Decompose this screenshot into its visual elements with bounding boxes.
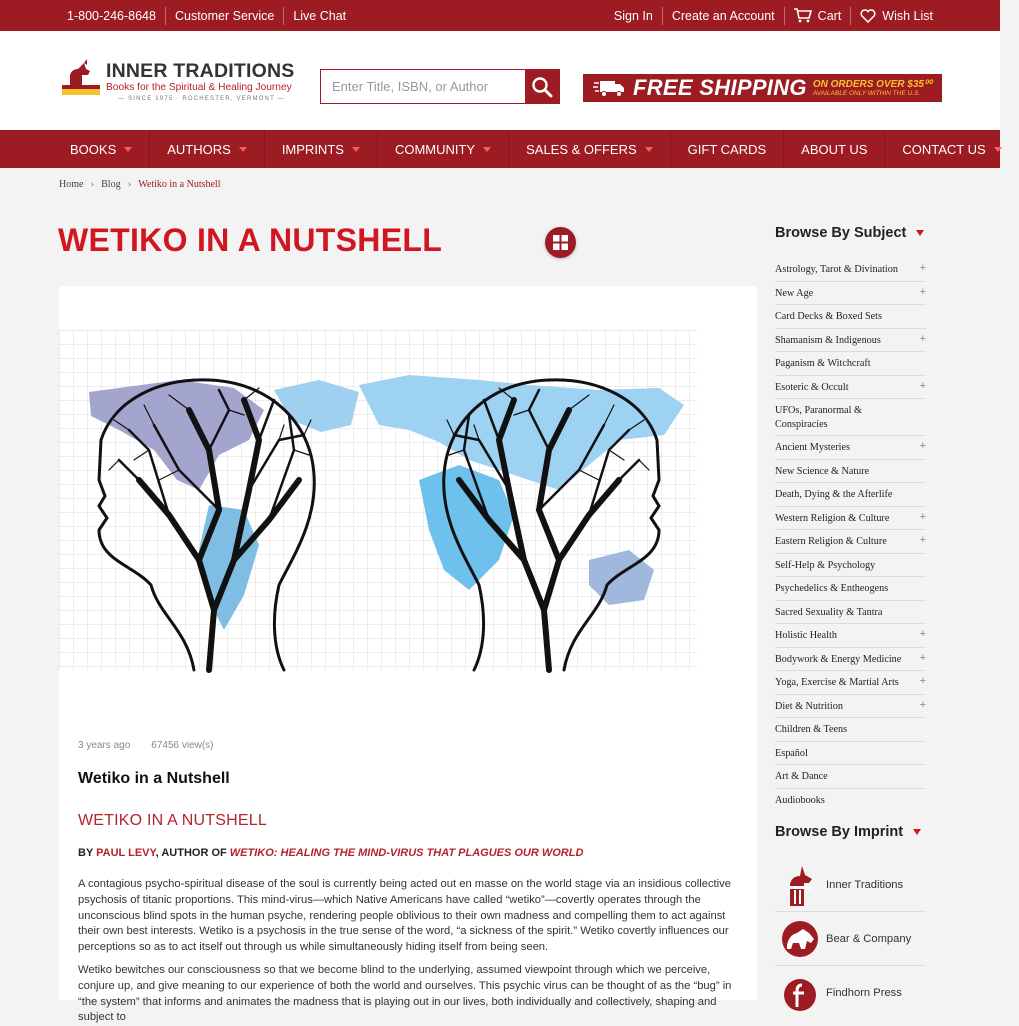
plus-icon[interactable]: + xyxy=(919,285,926,298)
subject-item[interactable] xyxy=(775,577,926,601)
subject-label: Western Religion & Culture xyxy=(775,512,890,524)
byline-prefix: BY xyxy=(78,847,97,859)
site-header xyxy=(0,31,1000,130)
caret-down-icon xyxy=(483,147,491,152)
subject-item[interactable] xyxy=(775,554,926,578)
subject-item[interactable] xyxy=(775,329,926,353)
chevron-right-icon: › xyxy=(90,178,95,190)
shipping-details xyxy=(813,79,932,97)
imprint-item-bear-company[interactable] xyxy=(775,912,926,966)
subject-label: Sacred Sexuality & Tantra xyxy=(775,606,883,618)
cart-link[interactable] xyxy=(785,7,852,25)
caret-down-icon xyxy=(994,147,1002,152)
plus-icon[interactable]: + xyxy=(919,628,926,640)
subject-item[interactable] xyxy=(775,671,926,695)
nav-authors[interactable] xyxy=(150,130,265,168)
findhorn-icon xyxy=(779,971,821,1015)
plus-icon[interactable]: + xyxy=(919,332,926,345)
search-input[interactable] xyxy=(321,70,525,103)
caret-down-icon xyxy=(916,230,924,236)
imprint-label: Inner Traditions xyxy=(826,878,904,891)
nav-community[interactable] xyxy=(378,130,509,168)
byline-author-of: , AUTHOR OF xyxy=(155,847,230,859)
browse-by-subject-label: Browse By Subject xyxy=(775,225,907,241)
wish-list-link[interactable] xyxy=(851,7,942,25)
subject-label: New Science & Nature xyxy=(775,465,870,477)
shipping-offer: ON ORDERS OVER $35⁰⁰ xyxy=(812,79,932,90)
subject-label: New Age xyxy=(775,287,814,299)
subject-label: Paganism & Witchcraft xyxy=(775,358,871,369)
book-link[interactable]: WETIKO: HEALING THE MIND-VIRUS THAT PLAGUES OUR WORLD xyxy=(229,847,584,859)
subject-label: Esoteric & Occult xyxy=(775,381,849,393)
cart-icon xyxy=(794,8,812,23)
imprint-item-inner-traditions[interactable] xyxy=(775,858,926,912)
author-link[interactable]: PAUL LEVY xyxy=(96,847,156,859)
subject-item[interactable] xyxy=(775,507,926,531)
subject-label: Holistic Health xyxy=(775,630,837,641)
subject-item[interactable] xyxy=(775,765,926,789)
subject-label: Self-Help & Psychology xyxy=(775,559,876,571)
search-icon xyxy=(531,76,553,98)
subject-item[interactable] xyxy=(775,460,926,484)
plus-icon[interactable]: + xyxy=(919,651,926,664)
subject-label: Ancient Mysteries xyxy=(775,442,850,453)
search-box xyxy=(320,69,560,104)
subject-item[interactable] xyxy=(775,718,926,742)
plus-icon[interactable]: + xyxy=(919,534,926,546)
plus-icon[interactable]: + xyxy=(919,510,926,523)
subject-label: Death, Dying & the Afterlife xyxy=(775,489,893,500)
nav-authors-label: AUTHORS xyxy=(167,141,231,157)
anubis-icon xyxy=(779,863,821,907)
nav-imprints[interactable] xyxy=(265,130,378,168)
live-chat-link[interactable]: Live Chat xyxy=(293,8,347,23)
wish-list-label: Wish List xyxy=(882,8,933,23)
create-account-link[interactable]: Create an Account xyxy=(663,7,785,25)
article-paragraph-1: A contagious psycho-spiritual disease of the soul is currently being acted out en masse on the world stage via an insidious collective psychosis of titanic proportions. This mind-virus—which Native Americans have called “wetiko”—covertly operates through the unconscious blind spots in the human psyche, rendering people oblivious to their own madness and compelling them to act against their own best interests. Wetiko is a psychosis in the true sense of the word, “a sickness of the spirit.” Wetiko covertly influences our perceptions so as to act itself out through us while simultaneously hiding itself from being seen. xyxy=(78,878,731,954)
browse-by-subject-heading[interactable] xyxy=(775,225,924,241)
grid-view-button[interactable] xyxy=(545,227,576,258)
nav-books[interactable] xyxy=(53,130,150,168)
imprint-label: Findhorn Press xyxy=(826,987,902,999)
top-utility-bar xyxy=(0,0,1000,31)
page-title: WETIKO IN A NUTSHELL xyxy=(58,222,443,258)
subject-label: Art & Dance xyxy=(775,771,828,782)
subject-label: Children & Teens xyxy=(775,724,848,735)
subject-label: Diet & Nutrition xyxy=(775,700,843,712)
breadcrumb xyxy=(59,178,221,190)
subject-item[interactable] xyxy=(775,742,926,766)
article-card xyxy=(59,286,757,1024)
nav-contact-us[interactable] xyxy=(885,130,1018,168)
subject-item[interactable] xyxy=(775,436,926,460)
caret-down-icon xyxy=(352,147,360,152)
nav-contact-us-label: CONTACT US xyxy=(902,141,986,157)
chevron-right-icon: › xyxy=(127,178,132,190)
subject-label: Yoga, Exercise & Martial Arts xyxy=(775,677,899,688)
subject-item[interactable] xyxy=(775,648,926,672)
caret-down-icon xyxy=(239,147,247,152)
article-paragraph-2: Wetiko bewitches our consciousness so that we become blind to the underlying, assumed viewpoint through which we perceive, conjure up, and give meaning to our experience of both the world and ourselves. This psychic virus can be thought of as the “bug” in “the system” that informs and animates the madness that is playing out in our lives, both individually and collectively, shaping and subject to xyxy=(78,964,732,1024)
nav-imprints-label: IMPRINTS xyxy=(281,141,344,157)
article-meta xyxy=(78,740,214,751)
article-posted-date: 3 years ago xyxy=(78,740,131,751)
nav-books-label: BOOKS xyxy=(70,141,117,157)
subject-item[interactable] xyxy=(775,352,926,376)
top-bar-right xyxy=(605,0,942,31)
subject-label: Shamanism & Indigenous xyxy=(775,334,881,346)
subject-label: Psychedelics & Entheogens xyxy=(775,583,889,594)
top-bar-left xyxy=(58,0,355,31)
imprint-list xyxy=(775,858,926,1020)
caret-down-icon xyxy=(645,147,653,152)
subject-item[interactable] xyxy=(775,399,926,436)
plus-icon[interactable]: + xyxy=(919,440,926,452)
nav-sales-offers-label: SALES & OFFERS xyxy=(526,141,637,157)
article-byline xyxy=(78,847,583,859)
subject-label: Bodywork & Energy Medicine xyxy=(775,653,902,665)
shipping-note: AVAILABLE ONLY WITHIN THE U.S. xyxy=(812,90,921,97)
breadcrumb-blog[interactable]: Blog xyxy=(101,178,121,190)
article-view-count: 67456 view(s) xyxy=(151,740,214,751)
subject-label: Audiobooks xyxy=(775,794,825,806)
subject-label: Eastern Religion & Culture xyxy=(775,536,887,547)
site-logo[interactable] xyxy=(60,59,295,109)
subject-item[interactable] xyxy=(775,258,926,282)
nav-gift-cards-label: GIFT CARDS xyxy=(687,141,767,157)
article-heading: WETIKO IN A NUTSHELL xyxy=(78,812,267,829)
anubis-logo-icon xyxy=(60,59,102,99)
plus-icon[interactable]: + xyxy=(919,675,926,687)
subject-item[interactable] xyxy=(775,483,926,507)
browse-by-imprint-label: Browse By Imprint xyxy=(775,824,904,840)
plus-icon[interactable]: + xyxy=(919,262,926,274)
logo-since: — SINCE 1975 · ROCHESTER, VERMONT — xyxy=(118,96,285,102)
logo-tagline: Books for the Spiritual & Healing Journey xyxy=(106,82,292,93)
subject-item[interactable] xyxy=(775,624,926,648)
article-title: Wetiko in a Nutshell xyxy=(78,770,230,787)
shipping-headline: FREE SHIPPING xyxy=(633,75,807,100)
subject-label: Español xyxy=(775,747,808,759)
caret-down-icon xyxy=(913,829,921,835)
plus-icon[interactable]: + xyxy=(919,698,926,711)
subject-label: UFOs, Paranormal & Conspiracies xyxy=(775,405,862,430)
subject-item[interactable] xyxy=(775,376,926,400)
caret-down-icon xyxy=(124,147,132,152)
nav-about-us-label: ABOUT US xyxy=(801,141,868,157)
subject-item[interactable] xyxy=(775,789,926,812)
plus-icon[interactable]: + xyxy=(919,379,926,392)
nav-sales-offers[interactable] xyxy=(509,130,671,168)
truck-icon xyxy=(593,78,625,98)
breadcrumb-home[interactable]: Home xyxy=(59,178,84,190)
article-hero-image xyxy=(59,330,697,670)
search-button[interactable] xyxy=(525,70,559,103)
browse-by-imprint-heading[interactable] xyxy=(775,824,921,840)
subject-item[interactable] xyxy=(775,530,926,554)
cart-label: Cart xyxy=(817,8,842,23)
subject-label: Astrology, Tarot & Divination xyxy=(775,264,898,275)
bear-icon xyxy=(779,917,821,961)
imprint-label: Bear & Company xyxy=(826,932,912,945)
nav-about-us[interactable] xyxy=(784,130,885,168)
customer-service-link[interactable]: Customer Service xyxy=(166,7,284,25)
subject-item[interactable] xyxy=(775,305,926,329)
main-nav xyxy=(0,130,1000,168)
nav-community-label: COMMUNITY xyxy=(394,141,476,157)
subject-list xyxy=(775,258,926,811)
imprint-item-findhorn-press[interactable] xyxy=(775,966,926,1020)
subject-label: Card Decks & Boxed Sets xyxy=(775,311,882,322)
nav-gift-cards[interactable] xyxy=(671,130,785,168)
breadcrumb-current: Wetiko in a Nutshell xyxy=(138,178,221,190)
subject-item[interactable] xyxy=(775,601,926,625)
subject-item[interactable] xyxy=(775,695,926,719)
logo-name: INNER TRADITIONS xyxy=(106,60,295,82)
phone-link[interactable]: 1-800-246-8648 xyxy=(58,7,166,25)
free-shipping-banner[interactable] xyxy=(583,74,942,102)
grid-icon xyxy=(553,235,568,250)
subject-item[interactable] xyxy=(775,282,926,306)
sign-in-link[interactable]: Sign In xyxy=(605,7,663,25)
heart-icon xyxy=(860,9,876,23)
